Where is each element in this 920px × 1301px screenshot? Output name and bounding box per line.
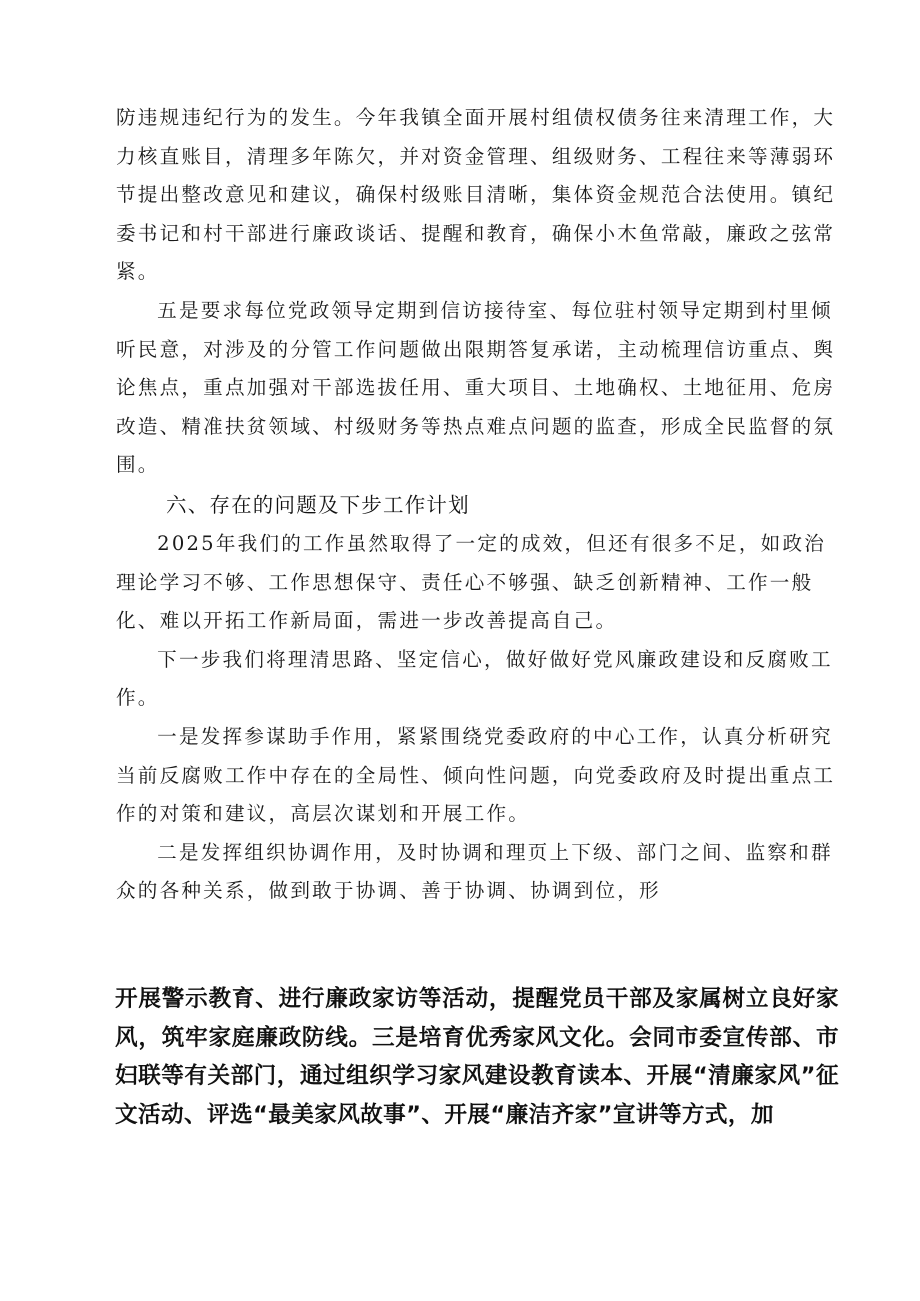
- bold-paragraph: 开展警示教育、进行廉政家访等活动，提醒党员干部及家属树立良好家风，筑牢家庭廉政防线。三是培育优秀家风文化。会同市委宣传部、市妇联等有关部门，通过组织学习家风建设教育读本、开展“清廉家风”征文活动、评选“最美家风故事”、开展“廉洁齐家”宣讲等方式，加: [115, 986, 839, 1128]
- paragraph-1: 防违规违纪行为的发生。今年我镇全面开展村组债权债务往来清理工作，大力核直账目，清理多年陈欠，并对资金管理、组级财务、工程往来等薄弱环节提出整改意见和建议，确保村级账目清晰，集体资金规范合法使用。镇纪委书记和村干部进行廉政谈话、提醒和教育，确保小木鱼常敲，廉政之弦常紧。: [116, 106, 836, 284]
- document-body: [116, 99, 836, 911]
- paragraph-4: 下一步我们将理清思路、坚定信心，做好做好党风廉政建设和反腐败工作。: [116, 647, 833, 710]
- paragraph-3: 2025年我们的工作虽然取得了一定的成效，但还有很多不足，如政治理论学习不够、工作思想保守、责任心不够强、缺乏创新精神、工作一般化、难以开拓工作新局面，需进一步改善提高自己。: [116, 531, 827, 633]
- section-heading: 六、存在的问题及下步工作计划: [166, 492, 470, 517]
- paragraph-2: 五是要求每位党政领导定期到信访接待室、每位驻村领导定期到村里倾听民意，对涉及的分管工作问题做出限期答复承诺，主动梳理信访重点、舆论焦点，重点加强对干部选拔任用、重大项目、土地确权、土地征用、危房改造、精准扶贫领域、村级财务等热点难点问题的监查，形成全民监督的氛围。: [116, 298, 836, 477]
- bold-excerpt: [115, 980, 839, 1134]
- paragraph-5: 一是发挥参谋助手作用，紧紧围绕党委政府的中心工作，认真分析研究当前反腐败工作中存在的全局性、倾向性问题，向党委政府及时提出重点工作的对策和建议，高层次谋划和开展工作。: [116, 724, 836, 826]
- paragraph-6: 二是发挥组织协调作用，及时协调和理页上下级、部门之间、监察和群众的各种关系，做到敢于协调、善于协调、协调到位，形: [116, 840, 833, 903]
